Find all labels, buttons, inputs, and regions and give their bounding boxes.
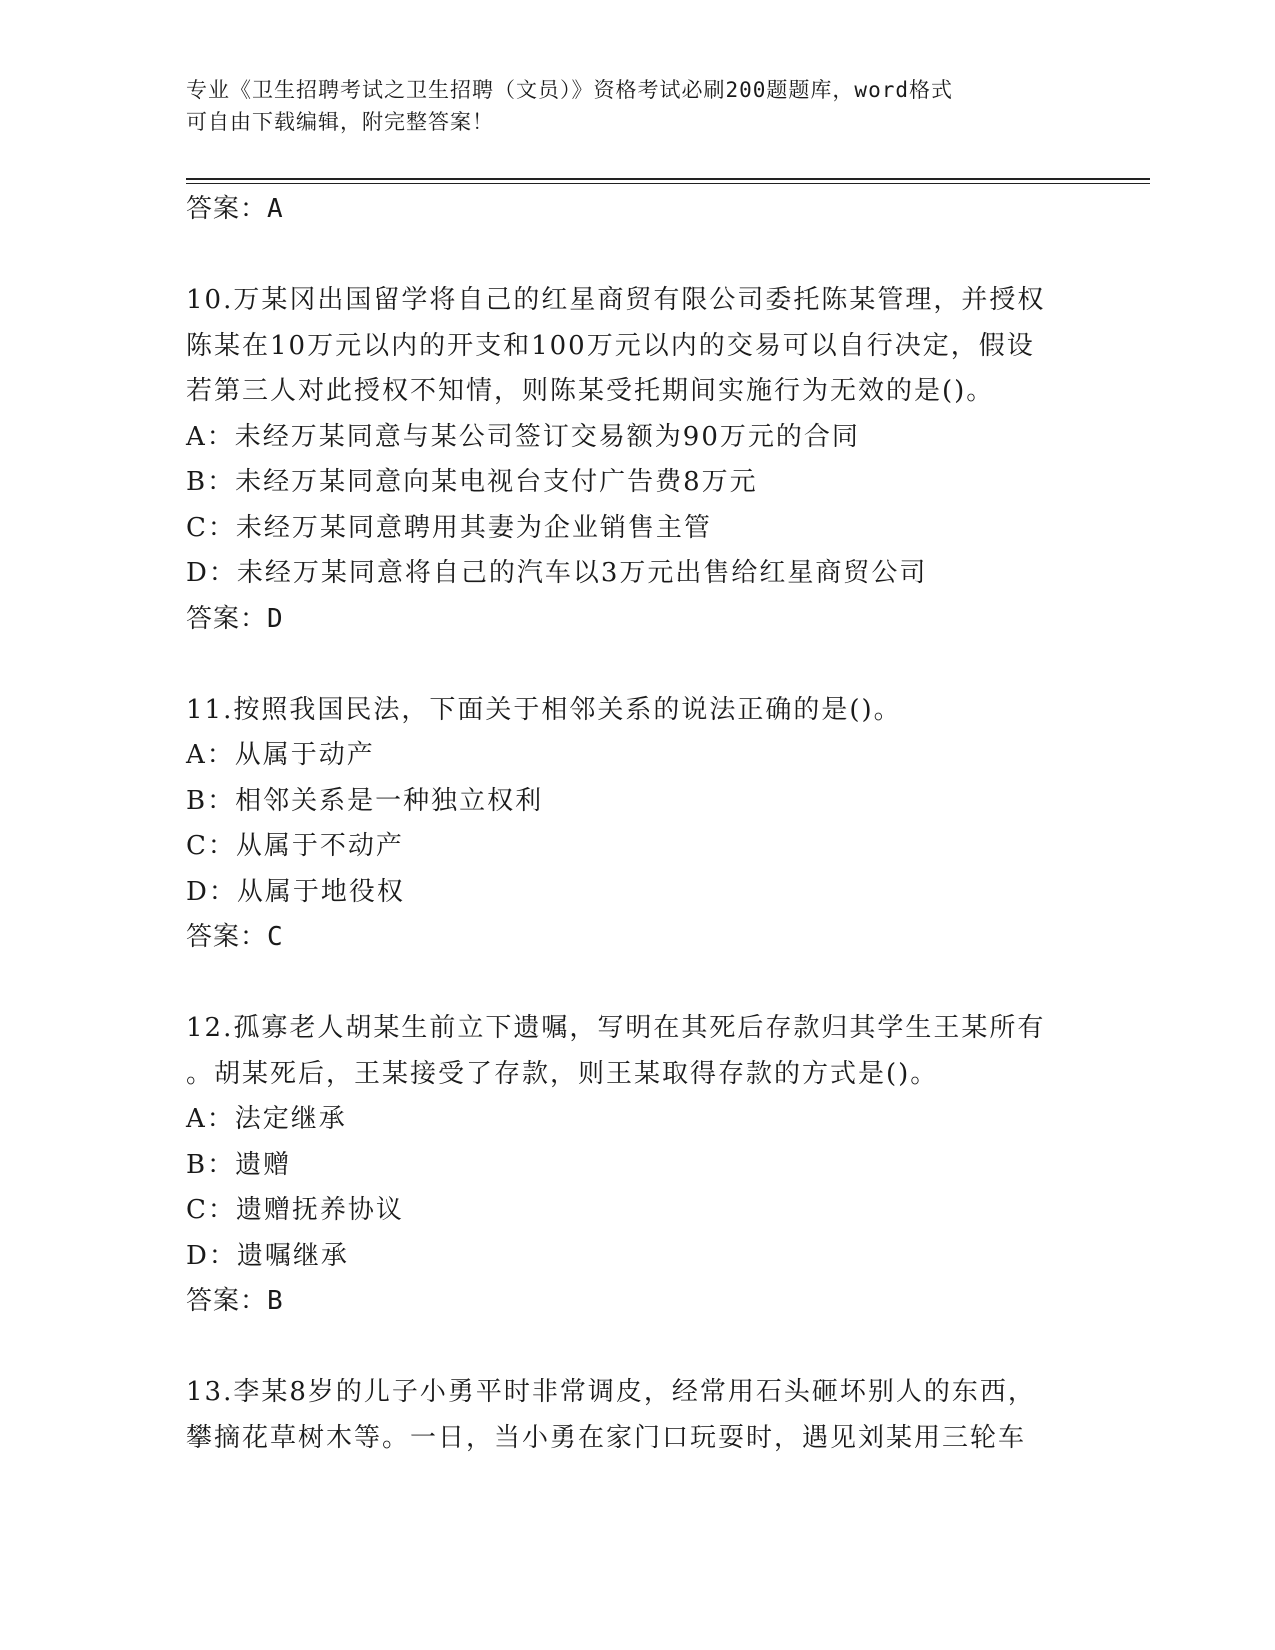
question-block bbox=[186, 688, 1066, 961]
option-b: B：遗赠 bbox=[186, 1149, 292, 1180]
header-divider-thin bbox=[186, 183, 1150, 184]
question-stem-line: 12.孤寡老人胡某生前立下遗嘱，写明在其死后存款归其学生王某所有 bbox=[186, 1013, 1046, 1043]
question-block bbox=[186, 1006, 1066, 1325]
option-b: B：未经万某同意向某电视台支付广告费8万元 bbox=[186, 467, 758, 497]
option-d: D：从属于地役权 bbox=[186, 876, 405, 907]
option-b: B：相邻关系是一种独立权利 bbox=[186, 785, 544, 816]
option-d: D：遗嘱继承 bbox=[186, 1240, 349, 1271]
option-c: C：遗赠抚养协议 bbox=[186, 1195, 404, 1225]
header-line-2: 可自由下载编辑，附完整答案！ bbox=[186, 110, 494, 134]
question-stem-line: 10.万某冈出国留学将自己的红星商贸有限公司委托陈某管理，并授权 bbox=[186, 285, 1046, 315]
header-line-1: 专业《卫生招聘考试之卫生招聘（文员）》资格考试必刷200题题库，word格式 bbox=[186, 78, 953, 102]
question-block bbox=[186, 1370, 1066, 1461]
answer-line: 答案：D bbox=[186, 603, 284, 634]
option-c: C：从属于不动产 bbox=[186, 831, 404, 861]
question-stem-line: 11.按照我国民法，下面关于相邻关系的说法正确的是()。 bbox=[186, 694, 902, 725]
answer-line: 答案：C bbox=[186, 922, 284, 952]
question-stem-line: 若第三人对此授权不知情，则陈某受托期间实施行为无效的是()。 bbox=[186, 376, 995, 406]
option-a: A：从属于动产 bbox=[186, 740, 375, 770]
question-stem-line: 陈某在10万元以内的开支和100万元以内的交易可以自行决定，假设 bbox=[186, 330, 1035, 361]
answer-line: 答案：B bbox=[186, 1286, 284, 1316]
document-header bbox=[186, 74, 1066, 138]
question-stem-line: 攀摘花草树木等。一日，当小勇在家门口玩耍时，遇见刘某用三轮车 bbox=[186, 1422, 1027, 1453]
question-block bbox=[186, 278, 1066, 642]
option-a: A：未经万某同意与某公司签订交易额为90万元的合同 bbox=[186, 421, 860, 452]
question-stem-line: 。胡某死后，王某接受了存款，则王某取得存款的方式是()。 bbox=[186, 1058, 939, 1089]
option-a: A：法定继承 bbox=[186, 1104, 347, 1134]
answer-line: 答案：A bbox=[186, 194, 284, 224]
header-divider-thick bbox=[186, 178, 1150, 180]
question-list bbox=[186, 187, 1066, 1461]
option-c: C：未经万某同意聘用其妻为企业销售主管 bbox=[186, 512, 712, 543]
option-d: D：未经万某同意将自己的汽车以3万元出售给红星商贸公司 bbox=[186, 558, 928, 588]
question-stem-line: 13.李某8岁的儿子小勇平时非常调皮，经常用石头砸坏别人的东西， bbox=[186, 1377, 1036, 1407]
